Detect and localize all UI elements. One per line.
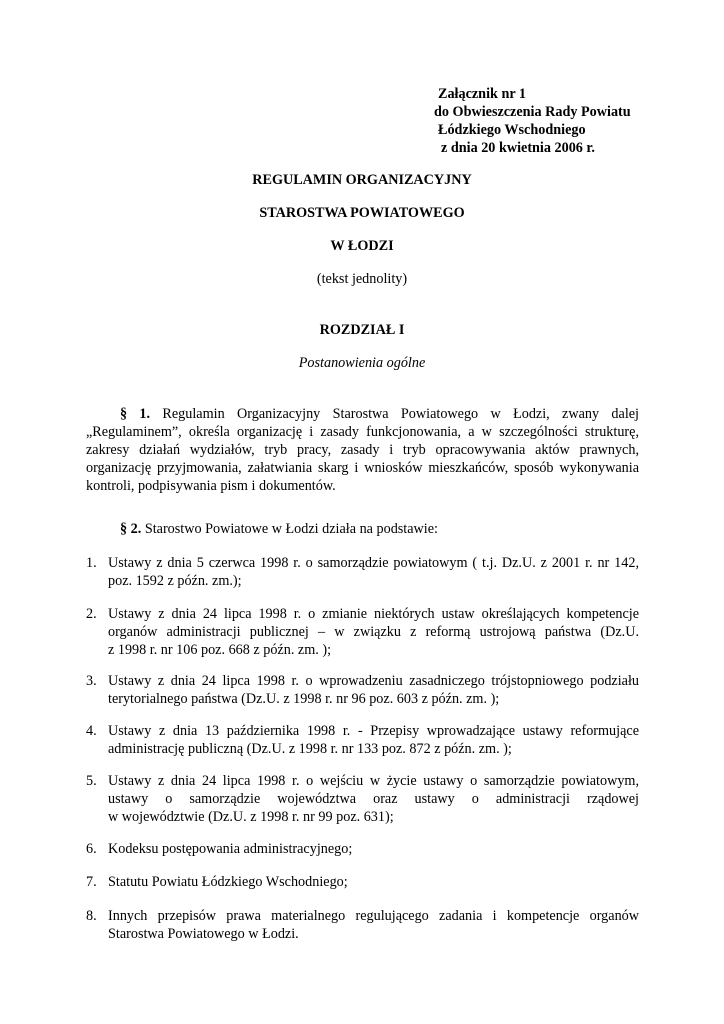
section-1-line-4: organizację przyjmowania, załatwiania skarg i wniosków mieszkańców, sposób wykonywania [86, 460, 639, 476]
annex-line-2: do Obwieszczenia Rady Powiatu [434, 104, 631, 120]
list-item-line: Ustawy z dnia 24 lipca 1998 r. o zmianie niektórych ustaw określających kompetencje [108, 606, 639, 622]
chapter-name: Postanowienia ogólne [298, 355, 426, 371]
annex-line-1: Załącznik nr 1 [438, 86, 527, 102]
list-item-line: Statutu Powiatu Łódzkiego Wschodniego; [108, 874, 348, 890]
section-2-intro [120, 521, 438, 538]
list-item-line: organów administracji publicznej – w związku z reformą ustrojową państwa (Dz.U. [108, 624, 639, 640]
list-item [86, 673, 639, 709]
annex-header [432, 86, 631, 158]
list-item-line: Ustawy z dnia 24 lipca 1998 r. o wejściu w życie ustawy o samorządzie powiatowym, [108, 773, 639, 789]
list-item-line: Innych przepisów prawa materialnego regulującego zadania i kompetencje organów [108, 908, 639, 924]
section-1-line-1: Regulamin Organizacyjny Starostwa Powiatowego w Łodzi, zwany dalej [162, 406, 639, 422]
list-item-line: Ustawy z dnia 13 października 1998 r. - Przepisy wprowadzające ustawy reformujące [108, 723, 639, 739]
list-item [86, 606, 639, 660]
section-2-intro-text: Starostwo Powiatowe w Łodzi działa na podstawie: [144, 521, 438, 537]
list-item-number: 1. [86, 555, 97, 571]
list-item-line: z 1998 r. nr 106 poz. 668 z późn. zm. ); [108, 642, 332, 658]
title-subtitle: (tekst jednolity) [316, 271, 408, 287]
title-line-1: REGULAMIN ORGANIZACYJNY [252, 172, 472, 188]
list-item-number: 3. [86, 673, 97, 689]
title-line-2: STAROSTWA POWIATOWEGO [259, 205, 465, 221]
annex-line-3: Łódzkiego Wschodniego [438, 122, 586, 138]
section-2-mark: § 2. [120, 521, 142, 537]
title-line-3: W ŁODZI [330, 238, 394, 254]
list-item-line: Starostwa Powiatowego w Łodzi. [108, 926, 299, 942]
list-item-number: 5. [86, 773, 97, 789]
list-item-line: Ustawy z dnia 5 czerwca 1998 r. o samorządzie powiatowym ( t.j. Dz.U. z 2001 r. nr 142, [108, 555, 639, 571]
section-1-paragraph [86, 406, 639, 496]
section-1-line-3: zakresy działań wydziałów, tryb pracy, zasady i tryb opracowywania aktów prawnych, [86, 442, 639, 458]
annex-line-4: z dnia 20 kwietnia 2006 r. [441, 140, 595, 156]
list-item [86, 723, 639, 759]
section-1-mark: § 1. [120, 406, 151, 422]
list-item-line: Ustawy z dnia 24 lipca 1998 r. o wprowadzeniu zasadniczego trójstopniowego podziału [108, 673, 639, 689]
list-item [86, 773, 639, 827]
list-item-line: terytorialnego państwa (Dz.U. z 1998 r. nr 96 poz. 603 z późn. zm. ); [108, 691, 500, 707]
list-item-number: 2. [86, 606, 97, 622]
list-item [86, 555, 639, 591]
section-1-line-5: kontroli, podpisywania pism i dokumentów. [86, 478, 336, 494]
list-item [86, 874, 639, 892]
list-item [86, 841, 639, 859]
chapter-heading: ROZDZIAŁ I [319, 322, 405, 338]
list-item-number: 6. [86, 841, 97, 857]
list-item-line: ustawy o samorządzie województwa oraz ustawy o administracji rządowej [108, 791, 639, 807]
list-item [86, 908, 639, 944]
section-1-line-2: „Regulaminem”, określa organizację i zasady funkcjonowania, a w szczególności strukturę, [86, 424, 639, 440]
list-item-number: 4. [86, 723, 97, 739]
list-item-line: poz. 1592 z późn. zm.); [108, 573, 242, 589]
list-item-line: w województwie (Dz.U. z 1998 r. nr 99 poz. 631); [108, 809, 394, 825]
list-item-number: 7. [86, 874, 97, 890]
list-item-line: Kodeksu postępowania administracyjnego; [108, 841, 353, 857]
list-item-number: 8. [86, 908, 97, 924]
list-item-line: administrację publiczną (Dz.U. z 1998 r. nr 133 poz. 872 z późn. zm. ); [108, 741, 512, 757]
